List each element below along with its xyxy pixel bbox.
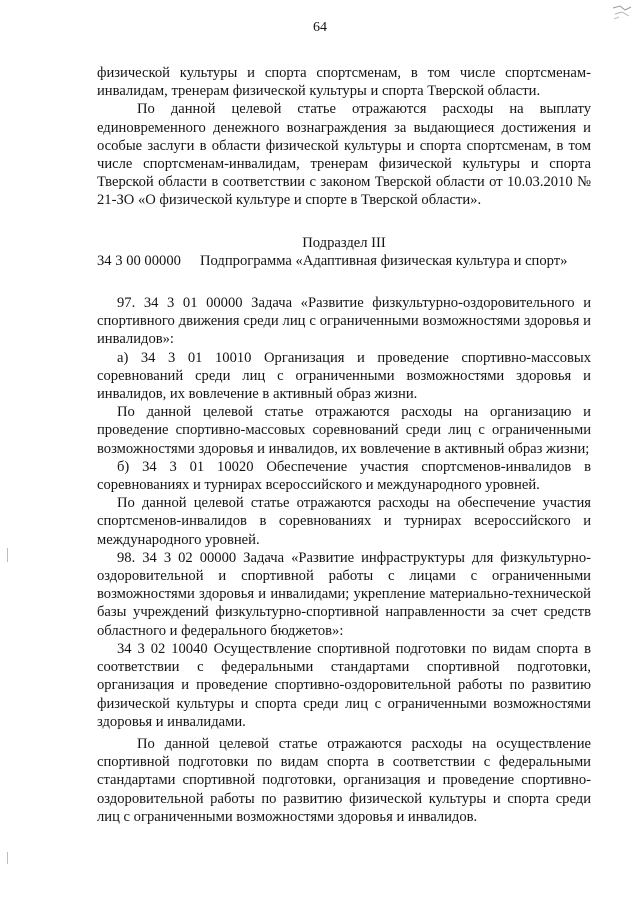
- document-body: [97, 64, 591, 826]
- subprogram-heading: [97, 252, 591, 270]
- paragraph-expenses-b: По данной целевой статье отражаются расходы на обеспечение участия спортсменов-инвалидов в соревнованиях и турнирах всероссийского и международного уровней.: [97, 495, 591, 548]
- item-b: б) 34 3 01 10020 Обеспечение участия спортсменов-инвалидов в соревнованиях и турнирах всероссийского и международного уровней.: [97, 458, 591, 494]
- task-97: 97. 34 3 01 00000 Задача «Развитие физкультурно-оздоровительного и спортивного движения среди лиц с ограниченными возможностями здоровья и инвалидов»:: [97, 295, 591, 348]
- subprogram-code: 34 3 00 00000: [97, 252, 181, 269]
- subsection-title: Подраздел III: [302, 234, 386, 251]
- paragraph-continuation: физической культуры и спорта спортсменам, в том числе спортсменам-инвалидам, тренерам физической культуры и спорта Тверской области.: [97, 65, 591, 100]
- subprogram-name: Подпрограмма «Адаптивная физическая культура и спорт»: [200, 252, 568, 269]
- item-a: а) 34 3 01 10010 Организация и проведение спортивно-массовых соревнований среди лиц с ограниченными возможностями здоровья и инвалидов, их вовлечение в активный образ жизни.: [97, 349, 591, 403]
- scan-margin-mark: [7, 852, 8, 864]
- paragraph-expenses-a: По данной целевой статье отражаются расходы на организацию и проведение спортивно-массовых соревнований среди лиц с ограниченными возможностями здоровья и инвалидов, их вовлечение в активный образ жизни;: [97, 404, 591, 457]
- item-10040: 34 3 02 10040 Осуществление спортивной подготовки по видам спорта в соответствии с федеральными стандартами спортивной подготовки, организация и проведение спортивно-оздоровительной работы по развитию физической культуры и спорта среди лиц с ограниченными возможностями здоровья и инвалидами.: [97, 640, 591, 730]
- task-98: 98. 34 3 02 00000 Задача «Развитие инфраструктуры для физкультурно-оздоровительной и спортивной работы с лицами с ограниченными возможностями здоровья и инвалидами; укрепление материально-технической базы учреждений физкультурно-спортивной направленности за счет средств областного и федерального бюджетов»:: [97, 549, 591, 639]
- paragraph-expenses-reward: По данной целевой статье отражаются расходы на выплату единовременного денежного вознаграждения за выдающиеся достижения и особые заслуги в области физической культуры и спорта спортсменам, в том числе спортсменам-инвалидам, тренерам физической культуры и спорта Тверской области в соответствии с законом Тверской области от 10.03.2010 № 21-ЗО «О физической культуре и спорте в Тверской области».: [97, 101, 591, 209]
- scan-margin-mark: [7, 548, 8, 562]
- page-number: 64: [313, 20, 327, 35]
- paragraph-expenses-10040: По данной целевой статье отражаются расходы на осуществление спортивной подготовки по видам спорта в соответствии с федеральными стандартами спортивной подготовки, организация и проведение спортивно-оздоровительной работы по развитию физической культуры и спорта среди лиц с ограниченными возможностями здоровья и инвалидов.: [97, 735, 591, 825]
